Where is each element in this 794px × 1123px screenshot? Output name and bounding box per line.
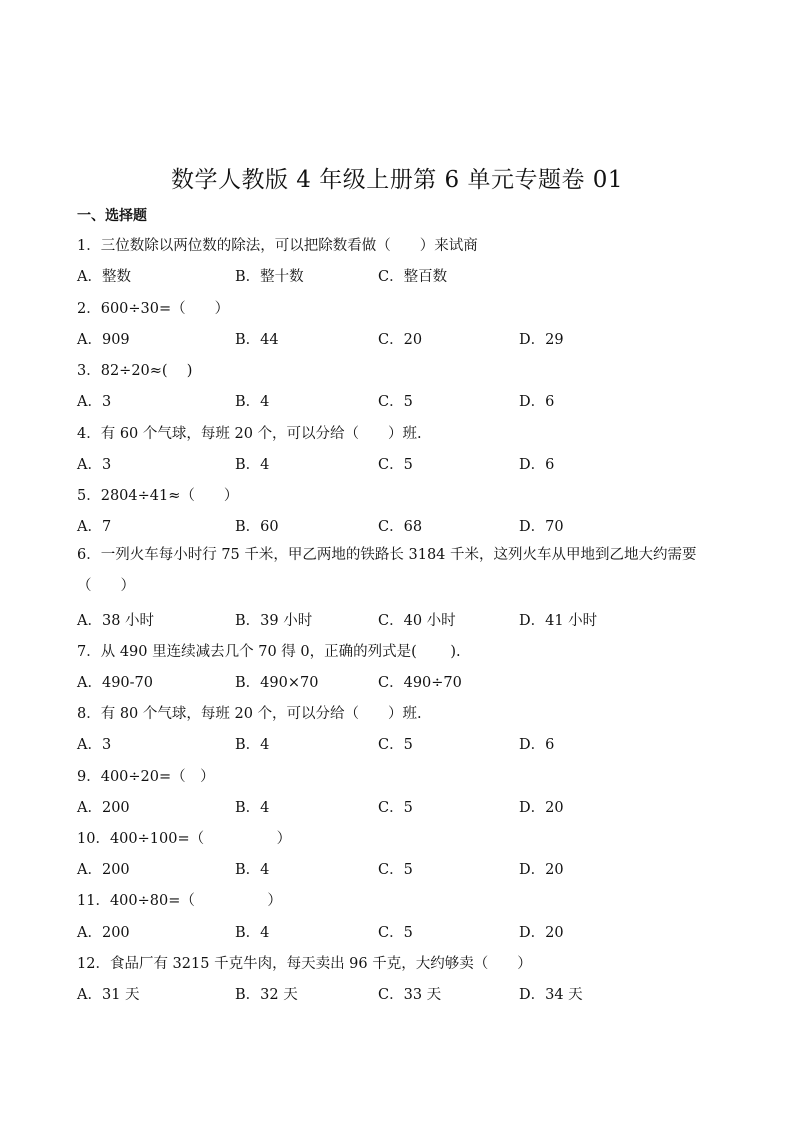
option-d: D．6 <box>519 457 555 473</box>
option-d: D．6 <box>519 394 555 410</box>
question-8: 8．有 80 个气球，每班 20 个，可以分给（ ）班. <box>77 706 422 722</box>
option-b: B．整十数 <box>235 269 304 285</box>
option-b: B．44 <box>235 332 279 348</box>
option-b: B．4 <box>235 394 270 410</box>
option-b: B．4 <box>235 800 270 816</box>
option-a: A．200 <box>77 925 130 941</box>
option-d: D．41 小时 <box>519 613 598 629</box>
options-11 <box>77 921 717 941</box>
options-5 <box>77 515 717 535</box>
option-a: A．整数 <box>77 269 131 285</box>
options-10 <box>77 858 717 878</box>
question-1: 1．三位数除以两位数的除法，可以把除数看做（ ）来试商 <box>77 238 478 254</box>
option-c: C．5 <box>378 737 413 753</box>
options-1 <box>77 265 717 285</box>
option-d: D．20 <box>519 925 564 941</box>
question-3: 3．82÷20≈( ) <box>77 363 193 379</box>
options-7 <box>77 671 717 691</box>
question-7: 7．从 490 里连续减去几个 70 得 0，正确的列式是( ). <box>77 644 461 660</box>
option-b: B．32 天 <box>235 987 298 1003</box>
option-a: A．3 <box>77 737 112 753</box>
option-b: B．4 <box>235 737 270 753</box>
option-d: D．29 <box>519 332 564 348</box>
option-d: D．70 <box>519 519 564 535</box>
option-a: A．7 <box>77 519 112 535</box>
option-d: D．6 <box>519 737 555 753</box>
option-b: B．490×70 <box>235 675 319 691</box>
options-12 <box>77 983 717 1003</box>
options-4 <box>77 453 717 473</box>
option-a: A．200 <box>77 862 130 878</box>
question-4: 4．有 60 个气球，每班 20 个，可以分给（ ）班. <box>77 426 422 442</box>
options-6 <box>77 609 717 629</box>
option-c: C．33 天 <box>378 987 442 1003</box>
question-10: 10．400÷100=（ ） <box>77 831 292 847</box>
question-11: 11．400÷80=（ ） <box>77 893 282 909</box>
option-b: B．4 <box>235 862 270 878</box>
option-a: A．38 小时 <box>77 613 155 629</box>
option-c: C．490÷70 <box>378 675 462 691</box>
options-2 <box>77 328 717 348</box>
option-c: C．5 <box>378 925 413 941</box>
option-c: C．5 <box>378 800 413 816</box>
option-c: C．5 <box>378 457 413 473</box>
option-c: C．20 <box>378 332 423 348</box>
option-d: D．20 <box>519 800 564 816</box>
option-d: D．20 <box>519 862 564 878</box>
option-c: C．5 <box>378 862 413 878</box>
option-b: B．4 <box>235 925 270 941</box>
question-2: 2．600÷30=（ ） <box>77 301 230 317</box>
section-heading: 一、选择题 <box>77 208 147 224</box>
option-c: C．5 <box>378 394 413 410</box>
option-c: C．40 小时 <box>378 613 456 629</box>
options-8 <box>77 733 717 753</box>
question-6: 6．一列火车每小时行 75 千米，甲乙两地的铁路长 3184 千米，这列火车从甲地到乙地大约需要（ ） <box>77 547 697 594</box>
option-c: C．整百数 <box>378 269 448 285</box>
option-d: D．34 天 <box>519 987 583 1003</box>
option-a: A．3 <box>77 457 112 473</box>
option-a: A．490-70 <box>77 675 153 691</box>
question-9: 9．400÷20=（ ） <box>77 769 215 785</box>
page-title: 数学人教版 4 年级上册第 6 单元专题卷 01 <box>170 167 624 193</box>
option-a: A．31 天 <box>77 987 140 1003</box>
options-3 <box>77 390 717 410</box>
option-c: C．68 <box>378 519 423 535</box>
option-b: B．60 <box>235 519 279 535</box>
option-b: B．39 小时 <box>235 613 313 629</box>
question-5: 5．2804÷41≈（ ） <box>77 488 239 504</box>
option-a: A．200 <box>77 800 130 816</box>
option-a: A．3 <box>77 394 112 410</box>
option-a: A．909 <box>77 332 130 348</box>
option-b: B．4 <box>235 457 270 473</box>
options-9 <box>77 796 717 816</box>
question-12: 12．食品厂有 3215 千克牛肉，每天卖出 96 千克，大约够卖（ ） <box>77 956 532 972</box>
